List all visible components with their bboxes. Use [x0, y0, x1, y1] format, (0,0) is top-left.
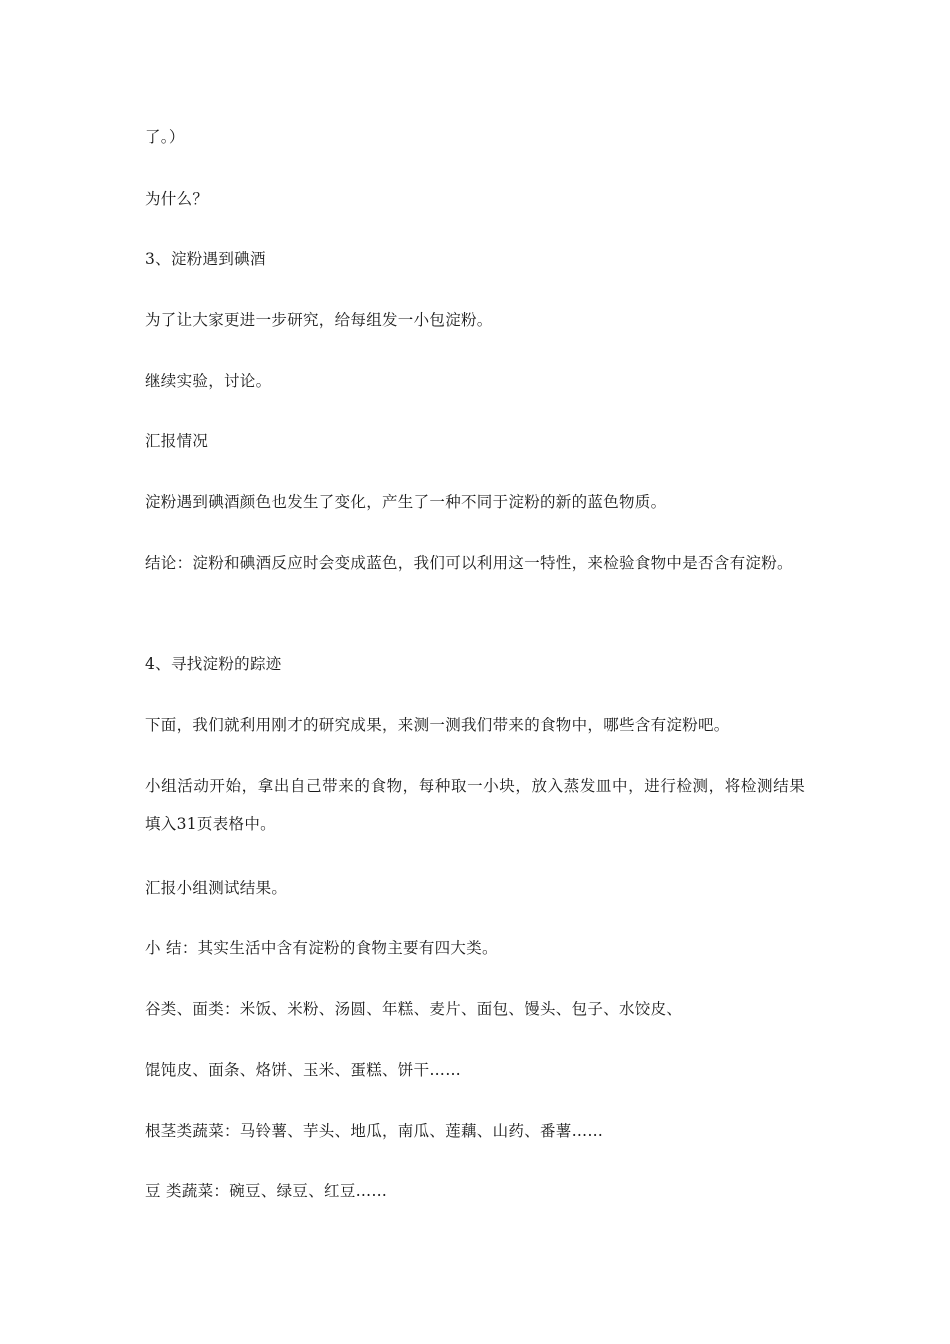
paragraph-grains: 谷类、面类：米饭、米粉、汤圆、年糕、麦片、面包、馒头、包子、水饺皮、	[145, 1000, 683, 1018]
heading-section-4: 4、寻找淀粉的踪迹	[145, 655, 282, 673]
paragraph-closing-fragment: 了。）	[145, 128, 185, 146]
paragraph-observation: 淀粉遇到碘酒颜色也发生了变化，产生了一种不同于淀粉的新的蓝色物质。	[145, 493, 667, 511]
paragraph-continue-experiment: 继续实验，讨论。	[145, 372, 272, 390]
paragraph-question: 为什么？	[145, 190, 209, 208]
paragraph-grains-continued: 馄饨皮、面条、烙饼、玉米、蛋糕、饼干……	[145, 1061, 462, 1079]
heading-section-3: 3、淀粉遇到碘酒	[145, 250, 266, 268]
paragraph-beans: 豆 类蔬菜：碗豆、绿豆、红豆……	[145, 1182, 388, 1200]
paragraph-test-foods: 下面，我们就利用刚才的研究成果，来测一测我们带来的食物中，哪些含有淀粉吧。	[145, 716, 730, 734]
paragraph-conclusion: 结论：淀粉和碘酒反应时会变成蓝色，我们可以利用这一特性，来检验食物中是否含有淀粉。	[145, 554, 793, 572]
paragraph-root-vegetables: 根茎类蔬菜：马铃薯、芋头、地瓜，南瓜、莲藕、山药、番薯……	[145, 1122, 604, 1140]
paragraph-report-results: 汇报小组测试结果。	[145, 879, 288, 897]
paragraph-summary: 小 结：其实生活中含有淀粉的食物主要有四大类。	[145, 939, 498, 957]
paragraph-group-activity: 小组活动开始，拿出自己带来的食物，每种取一小块，放入蒸发皿中，进行检测，将检测结果填入31页表格中。	[145, 777, 805, 833]
paragraph-report: 汇报情况	[145, 432, 209, 450]
paragraph-distribute-starch: 为了让大家更进一步研究，给每组发一小包淀粉。	[145, 311, 493, 329]
